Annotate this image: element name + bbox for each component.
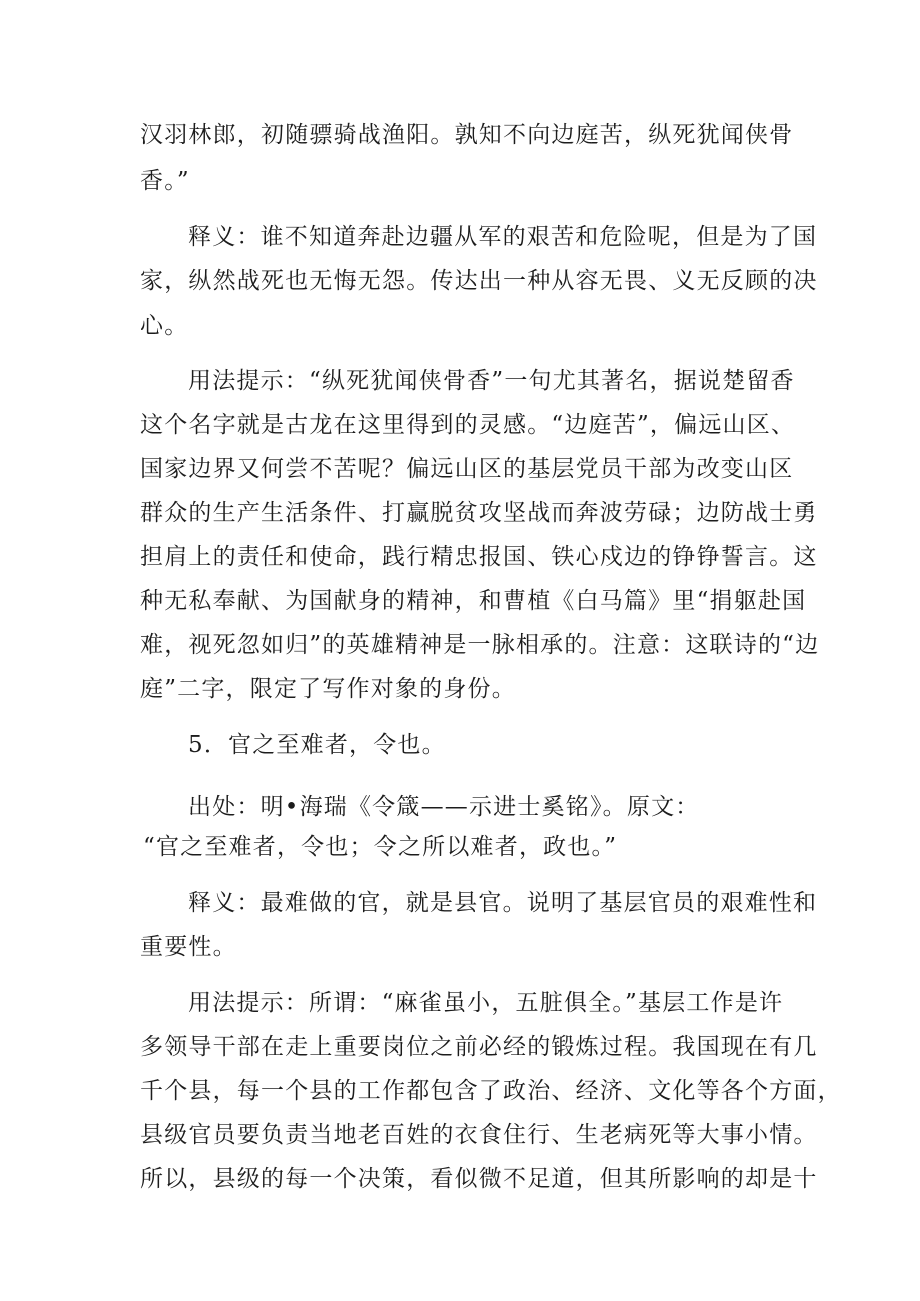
usage-5-line-4: 县级官员要负责当地老百姓的衣食住行、生老病死等大事小情。 <box>140 1122 818 1148</box>
usage-4-line-1: 用法提示：“纵死犹闻侠骨香”一句尤其著名，据说楚留香 <box>188 368 795 394</box>
usage-5-line-2: 多领导干部在走上重要岗位之前必经的锻炼过程。我国现在有几 <box>140 1034 818 1060</box>
meaning-4-line-3: 心。 <box>140 313 189 339</box>
usage-5-line-5: 所以，县级的每一个决策，看似微不足道，但其所影响的却是十 <box>140 1166 818 1192</box>
section-heading-5: 5．官之至难者，令也。 <box>188 732 446 758</box>
usage-5-line-3: 千个县，每一个县的工作都包含了政治、经济、文化等各个方面， <box>140 1078 842 1104</box>
usage-4-line-5: 担肩上的责任和使命，践行精忠报国、铁心戍边的铮铮誓言。这 <box>140 544 818 570</box>
poem-line-1: 汉羽林郎，初随骠骑战渔阳。孰知不向边庭苦，纵死犹闻侠骨 <box>140 122 794 148</box>
usage-4-line-7: 难，视死忽如归”的英雄精神是一脉相承的。注意：这联诗的“边 <box>140 632 820 658</box>
poem-line-2: 香。” <box>140 168 190 194</box>
usage-4-line-2: 这个名字就是古龙在这里得到的灵感。“边庭苦”，偏远山区、 <box>140 412 796 438</box>
source-5-line-2: “官之至难者，令也；令之所以难者，政也。” <box>143 834 618 860</box>
meaning-5-line-1: 释义：最难做的官，就是县官。说明了基层官员的艰难性和 <box>188 890 818 916</box>
usage-4-line-4: 群众的生产生活条件、打赢脱贫攻坚战而奔波劳碌；边防战士勇 <box>140 500 818 526</box>
meaning-5-line-2: 重要性。 <box>140 934 237 960</box>
source-5-line-1: 出处：明•海瑞《令箴——示进士奚铭》。原文： <box>188 794 700 820</box>
meaning-4-line-1: 释义：谁不知道奔赴边疆从军的艰苦和危险呢，但是为了国 <box>188 224 818 250</box>
meaning-4-line-2: 家，纵然战死也无悔无怨。传达出一种从容无畏、义无反顾的决 <box>140 268 818 294</box>
usage-4-line-6: 种无私奉献、为国献身的精神，和曹植《白马篇》里“捐躯赴国 <box>140 588 807 614</box>
usage-4-line-3: 国家边界又何尝不苦呢？偏远山区的基层党员干部为改变山区 <box>140 456 794 482</box>
usage-5-line-1: 用法提示：所谓：“麻雀虽小，五脏俱全。”基层工作是许 <box>188 990 784 1016</box>
usage-4-line-8: 庭”二字，限定了写作对象的身份。 <box>140 676 516 702</box>
